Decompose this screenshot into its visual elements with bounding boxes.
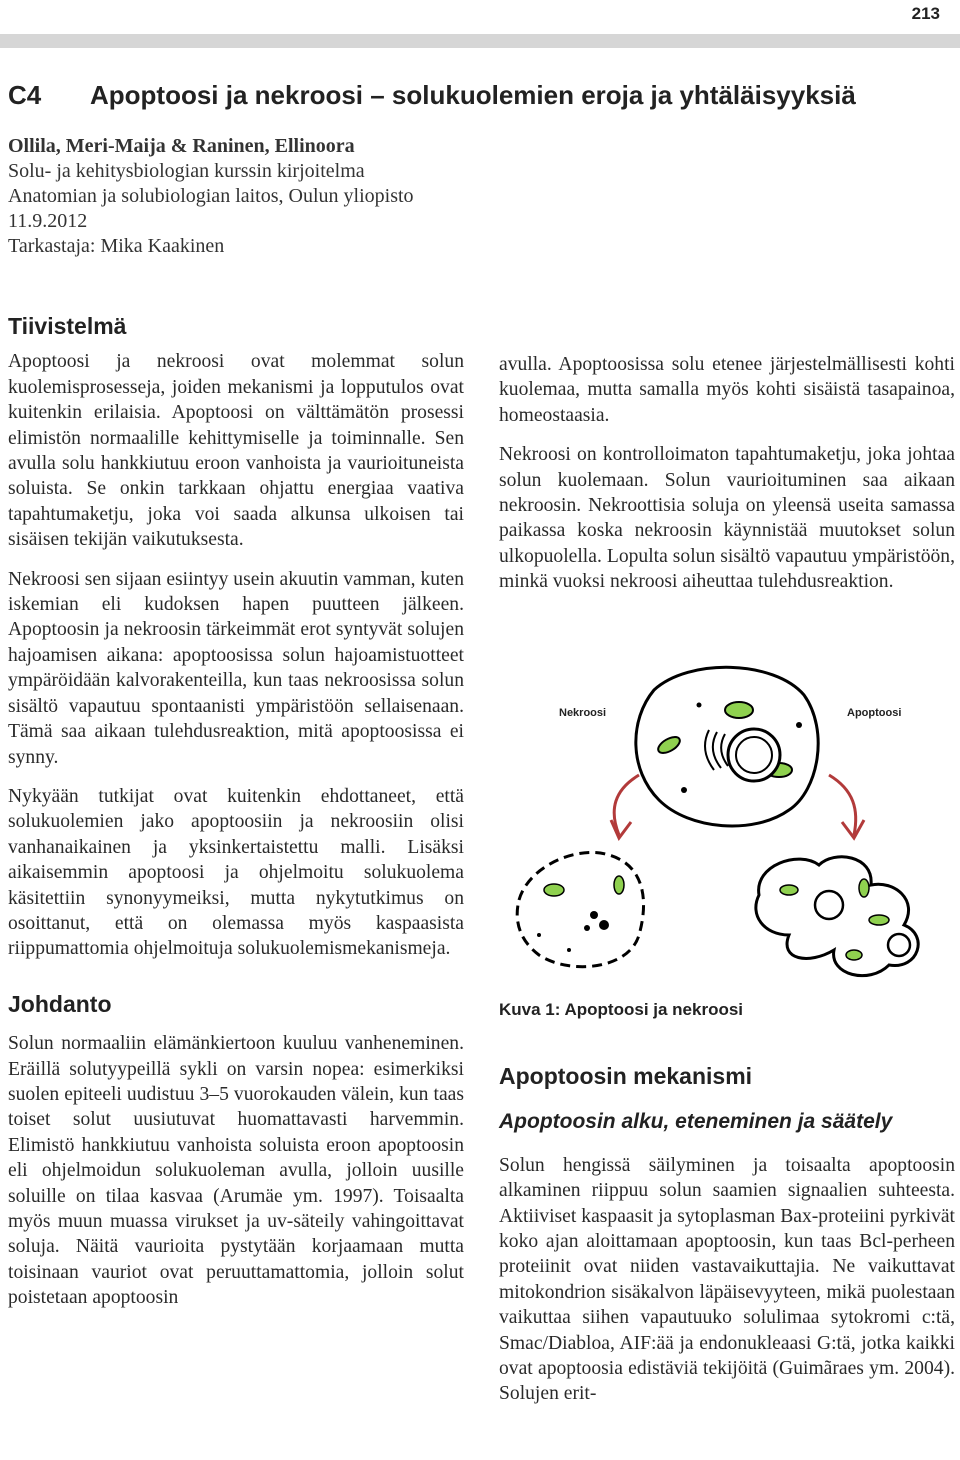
mechanism-heading: Apoptoosin mekanismi <box>499 1063 753 1089</box>
cell-death-illustration <box>499 650 959 995</box>
chapter-title: Apoptoosi ja nekroosi – solukuolemien eroja ja yhtäläisyyksiä <box>90 80 856 110</box>
abstract-paragraph-3: Nykyään tutkijat ovat kuitenkin ehdottaneet, että solukuolemien jako apoptoosiin ja nekroosiin olisi vanhanaikainen ja yksinkertaistettu malli. Lisäksi aikaisemmin apoptoosi ja ohjelmoitu solukuolema käsitettiin synonyymeiksi, mutta nykytutkimus on osoittanut, että on olemassa myös kaspaasista riippumattomia ohjelmoituja solukuolemismekanismeja. <box>8 785 464 960</box>
intact-cell-drawing <box>636 667 818 826</box>
apoptotic-cell-drawing <box>756 857 918 976</box>
right-paragraph-2: Nekroosi on kontrolloimaton tapahtumaketju, joka johtaa solun kuolemaan. Solun vaurioituminen saa aikaan nekroosin. Nekroottisia soluja on yleensä useita samassa paikassa koska nekroosin käynnistää muutokset solun ulkopuolella. Lopulta solun sisältö vapautuu ympäristöön, minkä vuoksi nekroosi aiheuttaa tulehdusreaktion. <box>499 444 955 593</box>
meta-course: Solu- ja kehitysbiologian kurssin kirjoitelma <box>8 160 365 182</box>
necrotic-cell-drawing <box>517 852 643 966</box>
right-column-lower <box>499 1064 955 1421</box>
abstract-paragraph-2: Nekroosi sen sijaan esiintyy usein akuutin vamman, kuten iskemian eli kudoksen hapen puutteen jälkeen. Apoptoosin ja nekroosin tärkeimmät erot syntyvät solujen hajoamisen aikana: apoptoosissa solun hajoamistuotteet ympäröidään kalvorakenteilla, kun taas nekroosissa solun sisältö vapautuu spontaanisti ympäristöön sellaisenaan. Tämä saa aikaan tulehdusreaktion, mitä apoptoosissa ei synny. <box>8 568 465 768</box>
abstract-heading: Tiivistelmä <box>8 313 127 339</box>
authors: Ollila, Meri-Maija & Raninen, Ellinoora <box>8 135 355 157</box>
figure-label-apoptosis: Apoptoosi <box>847 707 902 719</box>
left-column <box>8 314 464 1325</box>
header-rule <box>0 34 960 48</box>
mechanism-paragraph-1: Solun hengissä säilyminen ja toisaalta apoptoosin alkaminen riippuu solun saamien signaalien suhteesta. Aktiiviset kaspaasit ja sytoplasman Bax-proteiini pyrkivät koko ajan aloittamaan apoptoosin, kun taas Bcl-perheen proteiinit ovat niiden vastavaikuttajia. Ne vaikuttavat mitokondrion sisäkalvon läpäisevyyteen, mikä puolestaan vaikuttaa siihen vapautuuko solulimaa sytokromi c:tä, Smac/Diabloa, AIF:ää ja endonukleaasi G:tä, jotka kaikki ovat apoptoosia edistäviä tekijöitä (Guimãraes ym. 2004). Solujen erit- <box>499 1154 955 1405</box>
cell-death-figure <box>499 650 959 995</box>
meta-reviewer: Tarkastaja: Mika Kaakinen <box>8 235 225 257</box>
right-paragraph-1: avulla. Apoptoosissa solu etenee järjestelmällisesti kohti kuolemaa, mutta samalla myös kohti sisäistä tasapainoa, homeostaasia. <box>499 354 955 426</box>
article-meta <box>8 134 414 259</box>
right-column <box>499 352 955 609</box>
abstract-paragraph-1: Apoptoosi ja nekroosi ovat molemmat solun kuolemisprosesseja, joiden mekanismi ja lopputulos ovat kuitenkin erilaisia. Apoptoosi on välttämätön prosessi elimistön normaalille kehittymiselle ja toiminnalle. Sen avulla solu hankkiutuu eroon vanhoista ja vaurioituneista soluista. Se onkin tarkkaan ohjattu energiaa vaativa tapahtumaketju, joka voi saada alkunsa ulkoisen tai sisäisen tekijän vaikutuksesta. <box>8 351 464 551</box>
arrow-to-apoptosis <box>829 775 856 835</box>
meta-date: 11.9.2012 <box>8 210 88 232</box>
intro-heading: Johdanto <box>8 990 112 1017</box>
chapter-code: C4 <box>8 80 42 110</box>
mechanism-subheading: Apoptoosin alku, eteneminen ja säätely <box>499 1110 893 1134</box>
intro-paragraph-1: Solun normaaliin elämänkiertoon kuuluu vanheneminen. Eräillä solutyypeillä sykli on varsin nopea: esimerkiksi suolen epiteeli uudistuu 3–5 vuorokauden välein, kun taas toiset solut uusiutuvat huomattavasti harvemmin. Elimistö hankkiutuu vanhoista soluista eroon apoptoosin eli ohjelmoidun solukuoleman avulla, jolloin uusille soluille on tilaa kasvaa (Arumäe ym. 1997). Toisaalta myös muun muassa virukset ja uv-säteily vahingoittavat soluja. Näitä vaurioita pystytään korjaamaan mutta toisinaan vauriot ovat peruuttamattomia, jolloin solut poistetaan apoptoosin <box>8 1033 464 1309</box>
chapter-heading <box>8 80 856 111</box>
figure-label-necrosis: Nekroosi <box>559 707 607 719</box>
page-number: 213 <box>911 4 940 23</box>
meta-department: Anatomian ja solubiologian laitos, Oulun yliopisto <box>8 185 414 207</box>
figure-caption: Kuva 1: Apoptoosi ja nekroosi <box>499 1000 744 1019</box>
